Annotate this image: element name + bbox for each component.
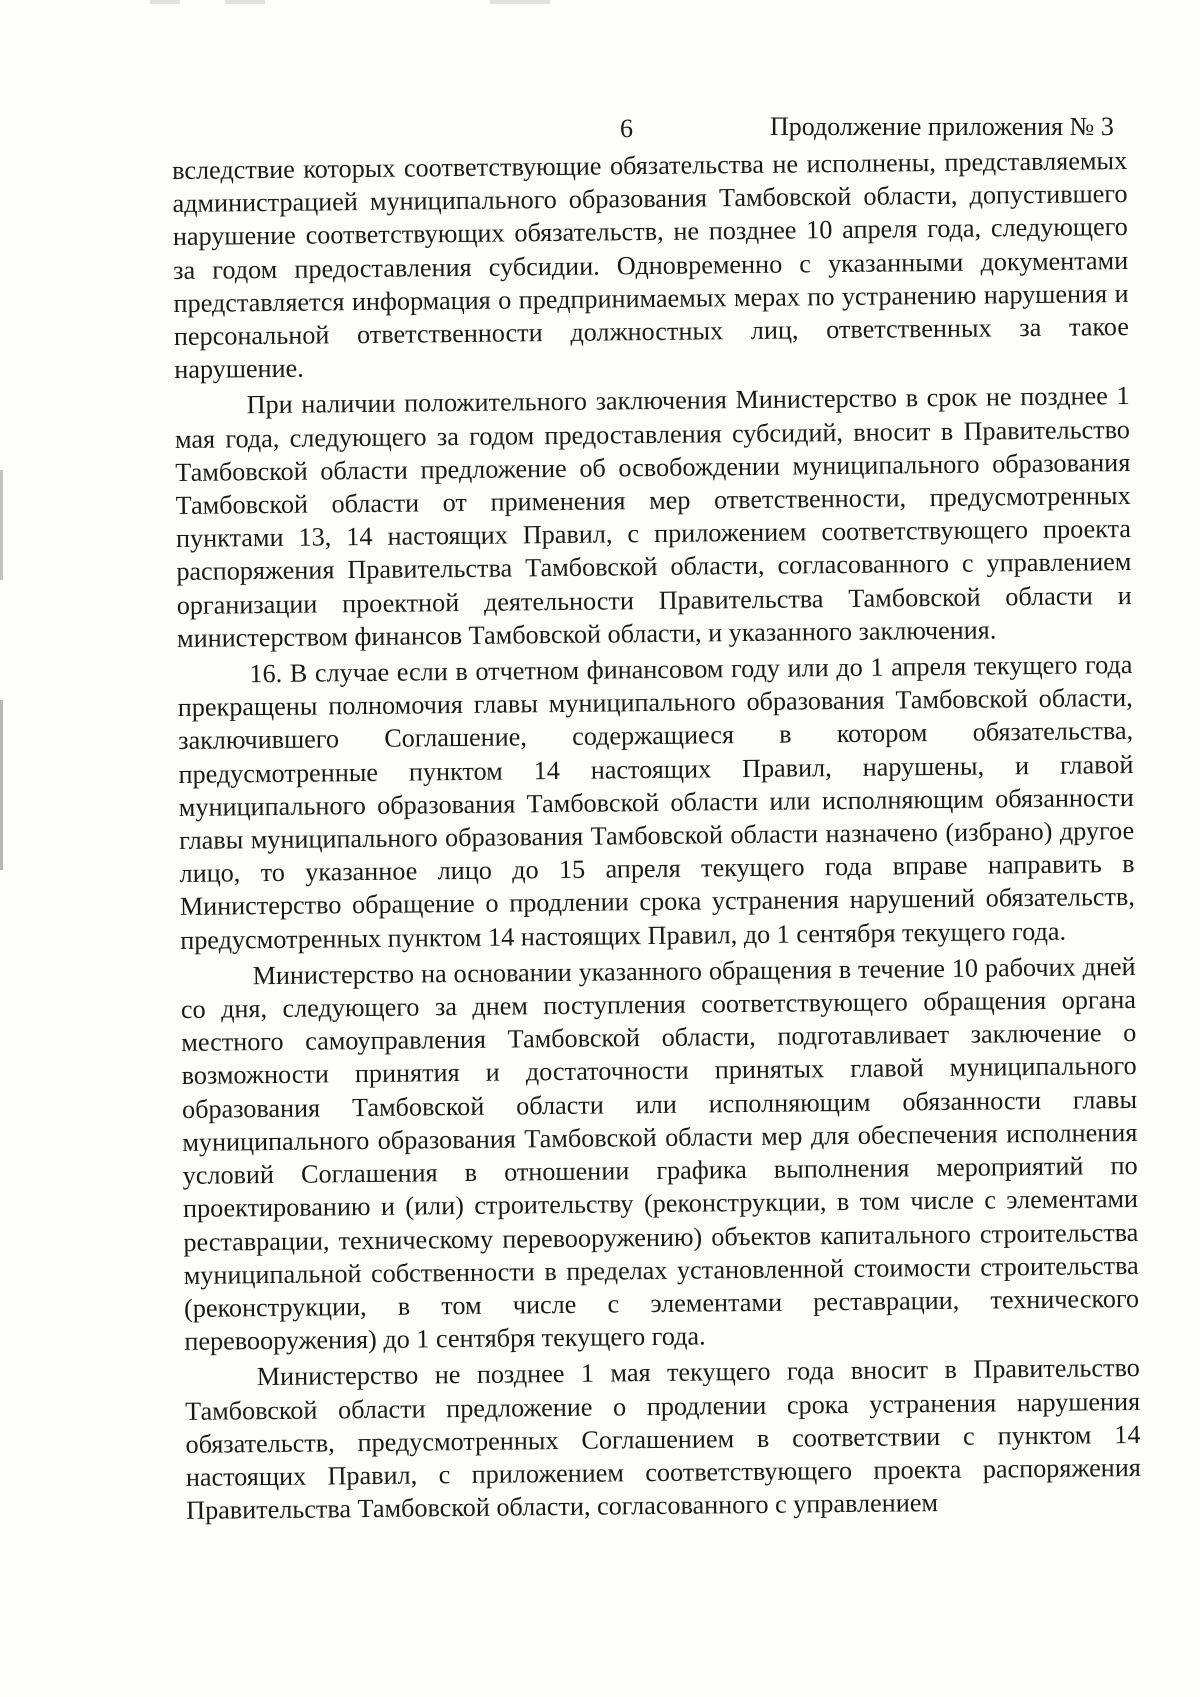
paragraph-positive-conclusion: При наличии положительного заключения Министерство в срок не позднее 1 мая года, следующего за годом предоставления субсидий, вносит в Правительство Тамбовской области предложение об освобождении муниципального образования Тамбовской области от применения мер ответственности, предусмотренных пунктами 13, 14 настоящих Правил, с приложением соответствующего проекта распоряжения Правительства Тамбовской области, согласованного с управлением организации проектной деятельности Правительства Тамбовской области и министерством финансов Тамбовской области, и указанного заключения.: [174, 381, 1132, 653]
paragraph-continuation: вследствие которых соответствующие обязательства не исполнены, представляемых администрацией муниципального образования Тамбовской области, допустившего нарушение соответствующих обязательств, не позднее 10 апреля года, следующего за годом предоставления субсидии. Одновременно с указанными документами представляется информация о предпринимаемых мерах по устранению нарушения и персональной ответственности должностных лиц, ответственных за такое нарушение.: [172, 145, 1130, 385]
paragraph-ministry-proposal: Министерство не позднее 1 мая текущего года вносит в Правительство Тамбовской области предложение о продлении срока устранения нарушения обязательств, предусмотренных Соглашением в соответствии с пунктом 14 настоящих Правил, с приложением соответствующего проекта распоряжения Правительства Тамбовской области, согласованного с управлением: [185, 1353, 1141, 1526]
scan-edge-mark: [0, 700, 3, 870]
page-number: 6: [620, 114, 633, 143]
scan-artifact: [150, 0, 180, 4]
scan-artifact: [225, 0, 265, 4]
running-header: Продолжение приложения № 3: [770, 112, 1114, 141]
scan-edge-mark: [0, 470, 3, 580]
document-body: [172, 144, 1141, 1530]
paragraph-ministry-conclusion: Министерство на основании указанного обращения в течение 10 рабочих дней со дня, следующего за днем поступления соответствующего обращения органа местного самоуправления Тамбовской области, подготавливает заключение о возможности принятия и достаточности принятых главой муниципального образования Тамбовской области или исполняющим обязанности главы муниципального образования Тамбовской области мер для обеспечения исполнения условий Соглашения в отношении графика выполнения мероприятий по проектированию и (или) строительству (реконструкции, в том числе с элементами реставрации, техническому перевооружению) объектов капитального строительства муниципальной собственности в пределах установленной стоимости строительства (реконструкции, в том числе с элементами реставрации, технического перевооружения) до 1 сентября текущего года.: [180, 951, 1140, 1357]
paragraph-item-16: 16. В случае если в отчетном финансовом году или до 1 апреля текущего года прекращены полномочия главы муниципального образования Тамбовской области, заключившего Соглашение, содержащиеся в котором обязательства, предусмотренные пунктом 14 настоящих Правил, нарушены, и главой муниципального образования Тамбовской области или исполняющим обязанности главы муниципального образования Тамбовской области назначено (избрано) другое лицо, то указанное лицо до 15 апреля текущего года вправе направить в Министерство обращение о продлении срока устранения нарушений обязательств, предусмотренных пунктом 14 настоящих Правил, до 1 сентября текущего года.: [177, 650, 1135, 955]
scan-artifact: [490, 0, 550, 4]
